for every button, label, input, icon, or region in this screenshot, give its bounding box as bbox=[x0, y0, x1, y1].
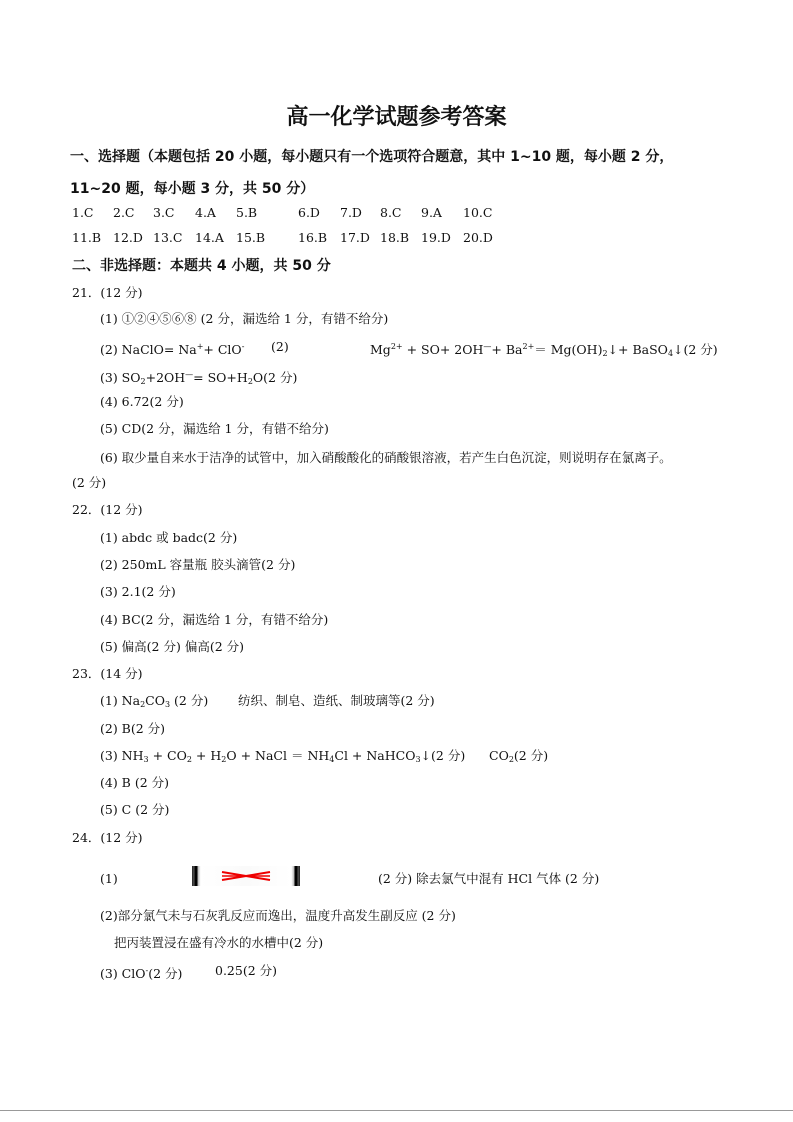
answer-item: 13.C bbox=[153, 230, 183, 245]
q21-part2-equation-a: (2) NaClO= Na++ ClO- bbox=[100, 342, 245, 357]
answer-item: 16.B bbox=[298, 230, 328, 245]
q21-part5: (5) CD(2 分，漏选给 1 分，有错不给分) bbox=[100, 421, 329, 436]
answer-item: 2.C bbox=[113, 205, 135, 220]
q22-part3: (3) 2.1(2 分) bbox=[100, 584, 176, 599]
q21-part6: (6) 取少量自来水于洁净的试管中，加入硝酸酸化的硝酸银溶液，若产生白色沉淀，则说明存在氯离子。 bbox=[100, 450, 672, 465]
answer-item: 8.C bbox=[380, 205, 402, 220]
page-title: 高一化学试题参考答案 bbox=[286, 105, 507, 130]
q24-part3: (3) ClO-(2 分) bbox=[100, 966, 183, 981]
page-bottom-divider bbox=[0, 1110, 793, 1111]
answer-item: 6.D bbox=[298, 205, 320, 220]
q24-part2: (2)部分氯气未与石灰乳反应而逸出，温度升高发生副反应 (2 分) bbox=[100, 908, 456, 923]
q22-part4: (4) BC(2 分，漏选给 1 分，有错不给分) bbox=[100, 612, 329, 627]
section2-heading: 二、非选择题：本题共 4 小题，共 50 分 bbox=[72, 258, 331, 274]
q21-part3: (3) $SO_2+2OH^—= SO+H_2O(2$ 分) bbox=[100, 370, 298, 386]
section1-heading-line1: 一、选择题（本题包括 20 小题，每小题只有一个选项符合题意，其中 1~10 题，每小题 2 分， bbox=[70, 149, 674, 165]
q21-part2-equation-b: $Mg^{2+} + SO+ 2OH^—+ Ba^{2+}=$ $Mg(OH)_2↓+$ BaSO$_4$↓(2 分) bbox=[370, 342, 718, 358]
q24-part2-method: 把丙装置浸在盛有冷水的水槽中(2 分) bbox=[114, 935, 324, 950]
answer-item: 7.D bbox=[340, 205, 362, 220]
answer-item: 1.C bbox=[72, 205, 94, 220]
q22-part1: (1) abdc 或 badc(2 分) bbox=[100, 530, 238, 545]
answer-item: 10.C bbox=[463, 205, 493, 220]
q23-part3-co2: $CO_2(2$ 分) bbox=[489, 748, 549, 764]
q23-part5: (5) C (2 分) bbox=[100, 802, 170, 817]
answer-item: 14.A bbox=[195, 230, 224, 245]
answer-item: 3.C bbox=[153, 205, 175, 220]
q24-part1-purpose: (2 分) 除去氯气中混有 HCl 气体 (2 分) bbox=[378, 871, 600, 886]
q23-part2: (2) B(2 分) bbox=[100, 721, 166, 736]
q24-label: 24．(12 分) bbox=[72, 830, 143, 845]
q22-label: 22．(12 分) bbox=[72, 502, 143, 517]
q23-part4: (4) B (2 分) bbox=[100, 775, 170, 790]
answer-item: 5.B bbox=[236, 205, 258, 220]
q21-label: 21．(12 分) bbox=[72, 285, 143, 300]
answer-item: 15.B bbox=[236, 230, 266, 245]
section1-heading-line2: 11~20 题，每小题 3 分，共 50 分） bbox=[70, 181, 315, 197]
q21-part4: (4) 6.72(2 分) bbox=[100, 394, 184, 409]
q23-label: 23．(14 分) bbox=[72, 666, 143, 681]
answer-item: 9.A bbox=[421, 205, 442, 220]
answer-item: 19.D bbox=[421, 230, 451, 245]
answer-item: 18.B bbox=[380, 230, 410, 245]
q22-part5: (5) 偏高(2 分) 偏高(2 分) bbox=[100, 639, 245, 654]
answer-item: 11.B bbox=[72, 230, 102, 245]
answer-item: 17.D bbox=[340, 230, 370, 245]
q21-part6-score: (2 分) bbox=[72, 475, 107, 490]
q23-part1-uses: 纺织、制皂、造纸、制玻璃等(2 分) bbox=[238, 693, 435, 708]
q21-part1: (1) ①②④⑤⑥⑧ (2 分，漏选给 1 分，有错不给分) bbox=[100, 311, 389, 326]
answer-item: 4.A bbox=[195, 205, 216, 220]
q24-part1: (1) bbox=[100, 871, 118, 886]
q23-part3-equation: (3) $NH_3 + CO_2 + H_2O$ + NaCl ＝ $NH_4Cl$ + NaHCO$_3$↓(2 分) bbox=[100, 748, 466, 764]
q21-part2-sub: (2) bbox=[271, 339, 289, 354]
q23-part1: (1) $Na_2CO_3$ (2 分) bbox=[100, 693, 209, 709]
q24-part3-value: 0.25(2 分) bbox=[215, 963, 278, 978]
answer-item: 12.D bbox=[113, 230, 143, 245]
reagent-bottle-image bbox=[192, 866, 300, 886]
answer-item: 20.D bbox=[463, 230, 493, 245]
q22-part2: (2) 250mL 容量瓶 胶头滴管(2 分) bbox=[100, 557, 296, 572]
